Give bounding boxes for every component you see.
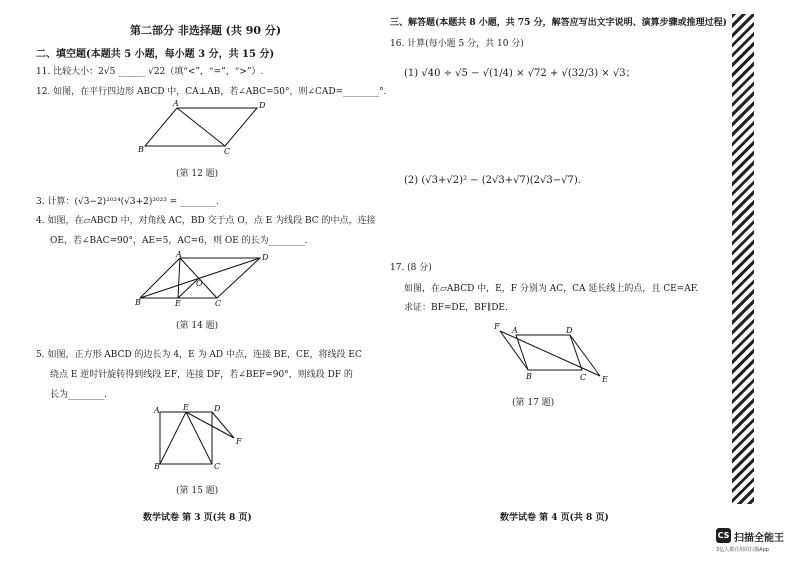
fig12-label-b: B: [138, 145, 144, 154]
question-14-line2: OE，若∠BAC=90°，AE=5，AC=6，则 OE 的长为________.: [50, 236, 308, 246]
fig14-label-d: D: [262, 253, 269, 262]
left-footer: 数学试卷 第 3 页(共 8 页): [143, 513, 252, 523]
part-title: 第二部分 非选择题 (共 90 分): [130, 24, 282, 37]
scanner-logo-icon: CS: [716, 528, 731, 543]
fig15-label-a: A: [154, 406, 160, 415]
question-17-line2: 求证：BF=DE，BF∥DE.: [404, 303, 508, 313]
fig17-label-f: F: [494, 322, 500, 331]
question-16-header: 16. 计算(每小题 5 分，共 10 分): [390, 39, 524, 49]
fig14-caption: (第 14 题): [176, 321, 219, 331]
fig17-label-a: A: [512, 326, 518, 335]
question-17-header: 17. (8 分): [390, 263, 432, 273]
question-13: 3. 计算：(√3−2)²⁰²⁴(√3+2)²⁰²³ = ________.: [36, 197, 219, 207]
fig12-caption: (第 12 题): [176, 169, 219, 179]
fig15-caption: (第 15 题): [176, 486, 219, 496]
fig14-label-a: A: [176, 250, 182, 259]
fig17-label-d: D: [566, 326, 573, 335]
right-footer: 数学试卷 第 4 页(共 8 页): [500, 513, 609, 523]
fig17-label-b: B: [526, 372, 532, 381]
fig15-label-e: E: [183, 404, 189, 412]
fig17-label-e: E: [602, 375, 608, 384]
question-15-line2: 绕点 E 逆时针旋转得到线段 EF，连接 DF，若∠BEF=90°，则线段 DF 的: [50, 370, 353, 380]
question-15-line3: 长为________.: [50, 390, 107, 400]
fig14-label-c: C: [215, 299, 222, 308]
fig15-label-b: B: [154, 462, 160, 470]
question-12: 12. 如图，在平行四边形 ABCD 中，CA⊥AB，若∠ABC=50°，则∠CAD=________°.: [36, 87, 387, 97]
fig12-label-c: C: [224, 147, 231, 156]
scanner-brand: 扫描全能王: [734, 533, 784, 544]
fig15-label-f: F: [236, 437, 242, 446]
fig14-label-o: O: [196, 279, 203, 288]
question-11: 11. 比较大小：2√5 ______ √22（填“<”，“=”，“>”）.: [36, 67, 264, 77]
question-15-line1: 5. 如图，正方形 ABCD 的边长为 4，E 为 AD 中点，连接 BE，CE，将线段 EC: [36, 350, 362, 360]
fig12-label-d: D: [259, 101, 266, 110]
figure-15: [150, 404, 250, 470]
fig17-caption: (第 17 题): [512, 398, 555, 408]
figure-14: [135, 250, 275, 308]
binding-stripe: [732, 14, 754, 504]
figure-12: [135, 96, 275, 156]
question-16-part1: (1) √40 ÷ √5 − √(1/4) × √72 + √(32/3) × √3；: [404, 68, 636, 79]
figure-17: [488, 320, 616, 386]
scanner-tagline: 3亿人都在用的扫描App: [716, 547, 769, 553]
question-14-line1: 4. 如图，在▱ABCD 中，对角线 AC，BD 交于点 O，点 E 为线段 BC 的中点，连接: [36, 216, 376, 226]
fig17-label-c: C: [580, 373, 587, 382]
question-16-part2: (2) (√3+√2)² − (2√3+√7)(2√3−√7).: [404, 175, 581, 186]
section3-header: 三、解答题(本题共 8 小题，共 75 分，解答应写出文字说明、演算步骤或推理过程): [390, 18, 727, 28]
fig14-label-e: E: [175, 299, 181, 308]
fig14-label-b: B: [135, 298, 141, 307]
fig15-label-c: C: [214, 462, 221, 470]
section2-header: 二、填空题(本题共 5 小题，每小题 3 分，共 15 分): [36, 49, 275, 60]
fig12-label-a: A: [173, 99, 179, 108]
question-17-line1: 如图，在▱ABCD 中，E，F 分别为 AC，CA 延长线上的点，且 CE=AF.: [404, 284, 699, 294]
fig15-label-d: D: [214, 404, 221, 413]
